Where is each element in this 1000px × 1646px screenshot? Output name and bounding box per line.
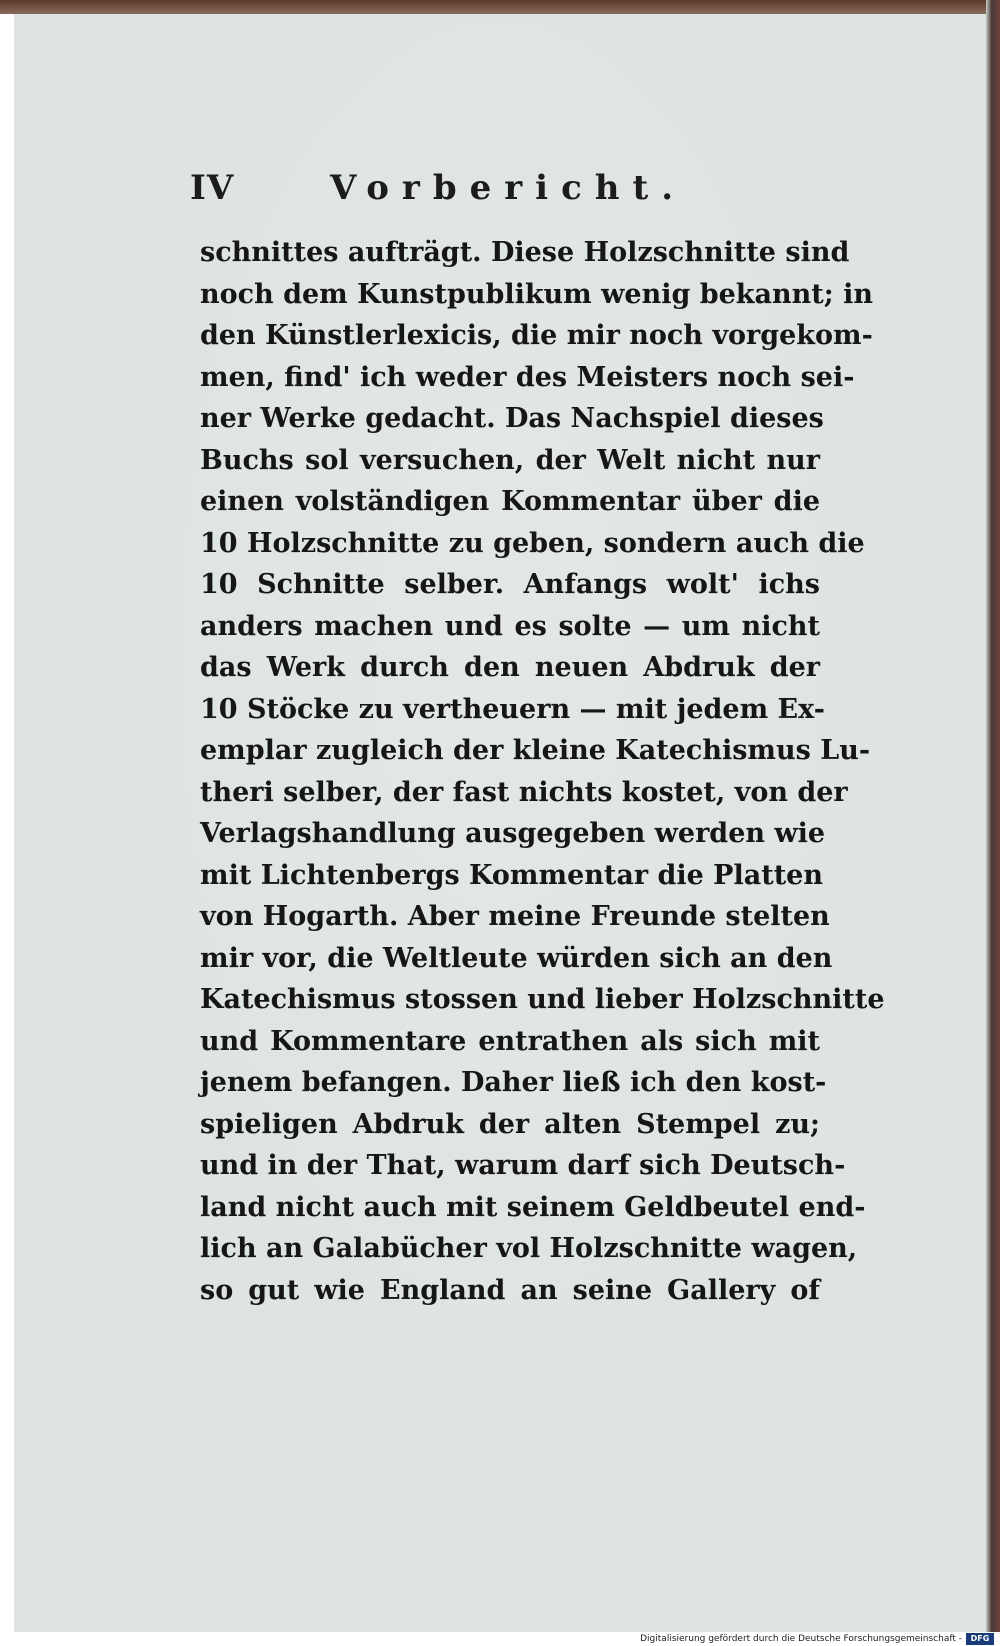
text-line: einen volständigen Kommentar über die xyxy=(200,486,820,517)
text-line: 10 Holzschnitte zu geben, sondern auch die xyxy=(200,527,865,559)
text-line: schnittes aufträgt. Diese Holzschnitte sind xyxy=(200,237,850,268)
text-line: ner Werke gedacht. Das Nachspiel dieses xyxy=(200,403,824,434)
text-line: theri selber, der fast nichts kostet, von der xyxy=(200,776,848,808)
digitization-footer xyxy=(0,1632,1000,1646)
text-line: 10 Stöcke zu vertheuern — mit jedem Ex- xyxy=(200,693,825,725)
running-head xyxy=(190,168,890,218)
text-line: das Werk durch den neuen Abdruk der xyxy=(200,652,820,683)
text-line: so gut wie England an seine Gallery of xyxy=(200,1274,820,1306)
text-line: emplar zugleich der kleine Katechismus Lu- xyxy=(200,735,871,766)
text-line: spieligen Abdruk der alten Stempel zu; xyxy=(200,1108,820,1140)
book-spine-top xyxy=(0,0,1000,14)
funding-credit: Digitalisierung gefördert durch die Deutsche Forschungsgemeinschaft - xyxy=(640,1634,962,1644)
text-line: 10 Schnitte selber. Anfangs wolt' ichs xyxy=(200,569,820,600)
text-line: den Künstlerlexicis, die mir noch vorgekom- xyxy=(200,320,873,351)
page-title: Vorbericht. xyxy=(330,168,687,208)
text-line: Katechismus stossen und lieber Holzschnitte xyxy=(200,984,885,1015)
page-number: IV xyxy=(190,168,235,208)
text-line: Verlagshandlung ausgegeben werden wie xyxy=(200,818,826,849)
dfg-logo-icon: DFG xyxy=(966,1633,994,1645)
text-line: mir vor, die Weltleute würden sich an den xyxy=(200,942,833,974)
body-text xyxy=(200,232,885,1311)
text-line: anders machen und es solte — um nicht xyxy=(200,610,820,642)
text-line: lich an Galabücher vol Holzschnitte wagen, xyxy=(200,1233,858,1264)
text-line: men, find' ich weder des Meisters noch sei- xyxy=(200,361,855,393)
text-line: Buchs sol versuchen, der Welt nicht nur xyxy=(200,444,820,476)
text-line: von Hogarth. Aber meine Freunde stelten xyxy=(200,901,830,932)
text-line: land nicht auch mit seinem Geldbeutel end- xyxy=(200,1191,866,1223)
text-line: und in der That, warum darf sich Deutsch- xyxy=(200,1150,846,1181)
text-line: mit Lichtenbergs Kommentar die Platten xyxy=(200,859,823,891)
text-line: jenem befangen. Daher ließ ich den kost- xyxy=(200,1067,827,1098)
text-line: und Kommentare entrathen als sich mit xyxy=(200,1025,820,1057)
book-spine-right xyxy=(986,0,1000,1632)
text-line: noch dem Kunstpublikum wenig bekannt; in xyxy=(200,278,873,310)
